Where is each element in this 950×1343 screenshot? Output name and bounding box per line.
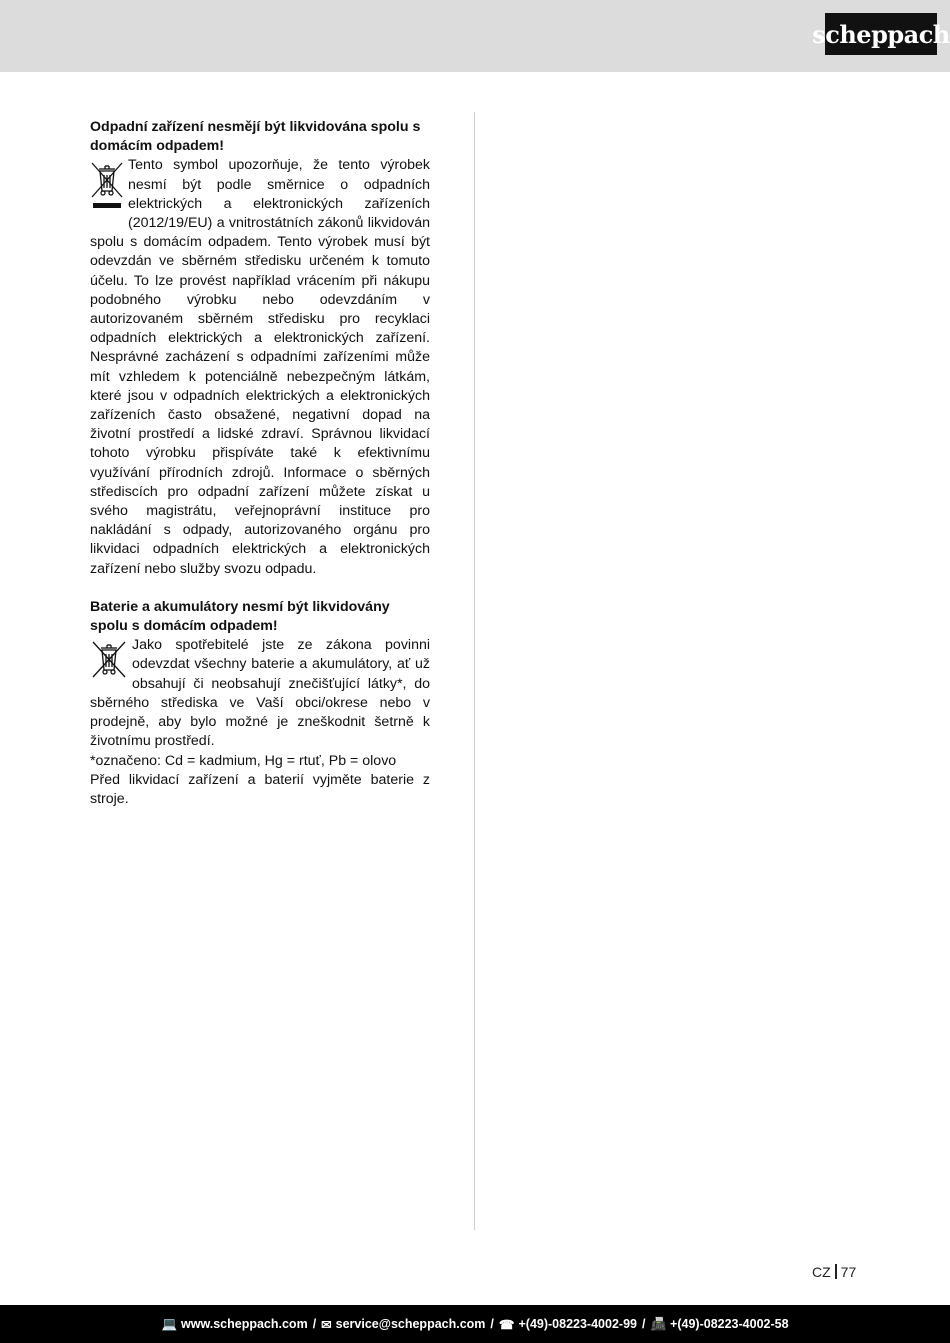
page-footer <box>0 1305 950 1343</box>
footer-email-link[interactable]: service@scheppach.com <box>335 1317 486 1331</box>
footer-website-link[interactable]: www.scheppach.com <box>181 1317 308 1331</box>
footer-fax: +(49)-08223-4002-58 <box>670 1317 789 1331</box>
footer-phone: +(49)-08223-4002-99 <box>518 1317 637 1331</box>
phone-icon: ☎ <box>498 1317 515 1332</box>
section1-heading: Odpadní zařízení nesmějí být likvidována spolu s domácím odpadem! <box>90 119 421 155</box>
crossed-bin-icon <box>90 639 128 687</box>
brand-logo: scheppach <box>825 13 937 55</box>
email-icon: ✉ <box>321 1317 332 1332</box>
page-number-separator <box>835 1264 837 1279</box>
section2-final: Před likvidací zařízení a baterií vyjměte baterie z stroje. <box>90 771 430 807</box>
crossed-bin-with-bar-icon <box>90 159 124 219</box>
page-header <box>0 0 950 72</box>
page-number-value: 77 <box>840 1264 857 1280</box>
section-gap <box>90 579 430 598</box>
column-divider <box>474 112 475 1230</box>
footer-separator: / <box>490 1317 494 1331</box>
footer-separator: / <box>312 1317 317 1331</box>
fax-icon: 📠 <box>650 1316 667 1331</box>
section2-note: *označeno: Cd = kadmium, Hg = rtuť, Pb = olovo <box>90 752 397 769</box>
section1-body: Tento symbol upozorňuje, že tento výrobek nesmí být podle směrnice o odpadních elektrických a elektronických zařízeních (2012/19/EU) a vnitrostátních zákonů likvidován spolu s domácím odpadem. Tento výrobek musí být odevzdán ve sběrném středisku určeném k tomuto účelu. To lze provést například vrácením při nákupu podobného výrobku nebo odevzdáním v autorizovaném sběrném středisku pro recyklaci odpadních elektrických a elektronických zařízení. Nesprávné zacházení s odpadními zařízeními může mít vzhledem k potenciálně nebezpečným látkám, které jsou v odpadních elektrických a elektronických zařízeních často obsažené, negativní dopad na životní prostředí a lidské zdraví. Správnou likvidací tohoto výrobku přispíváte také k efektivnímu využívání přírodních zdrojů. Informace o sběrných střediscích pro odpadní zařízení můžete získat u svého magistrátu, veřejnoprávní instituce pro nakládání s odpady, autorizovaného orgánu pro likvidaci odpadních elektrických a elektronických zařízení nebo služby svozu odpadu. <box>90 157 430 577</box>
page-number <box>812 1264 856 1280</box>
text-column <box>90 118 430 809</box>
section2-body: Jako spotřebitelé jste ze zákona povinni odevzdat všechny baterie a akumulátory, ať už obsahují či neobsahují znečišťující látky*, do sběrného střediska ve Vaší obci/okrese nebo v prodejně, aby bylo možné je zneškodnit šetrně k životnímu prostředí. <box>90 637 430 750</box>
section2-heading: Baterie a akumulátory nesmí být likvidovány spolu s domácím odpadem! <box>90 598 390 635</box>
page-language: CZ <box>812 1264 831 1280</box>
footer-separator: / <box>641 1317 646 1331</box>
computer-icon: 💻 <box>161 1316 178 1331</box>
